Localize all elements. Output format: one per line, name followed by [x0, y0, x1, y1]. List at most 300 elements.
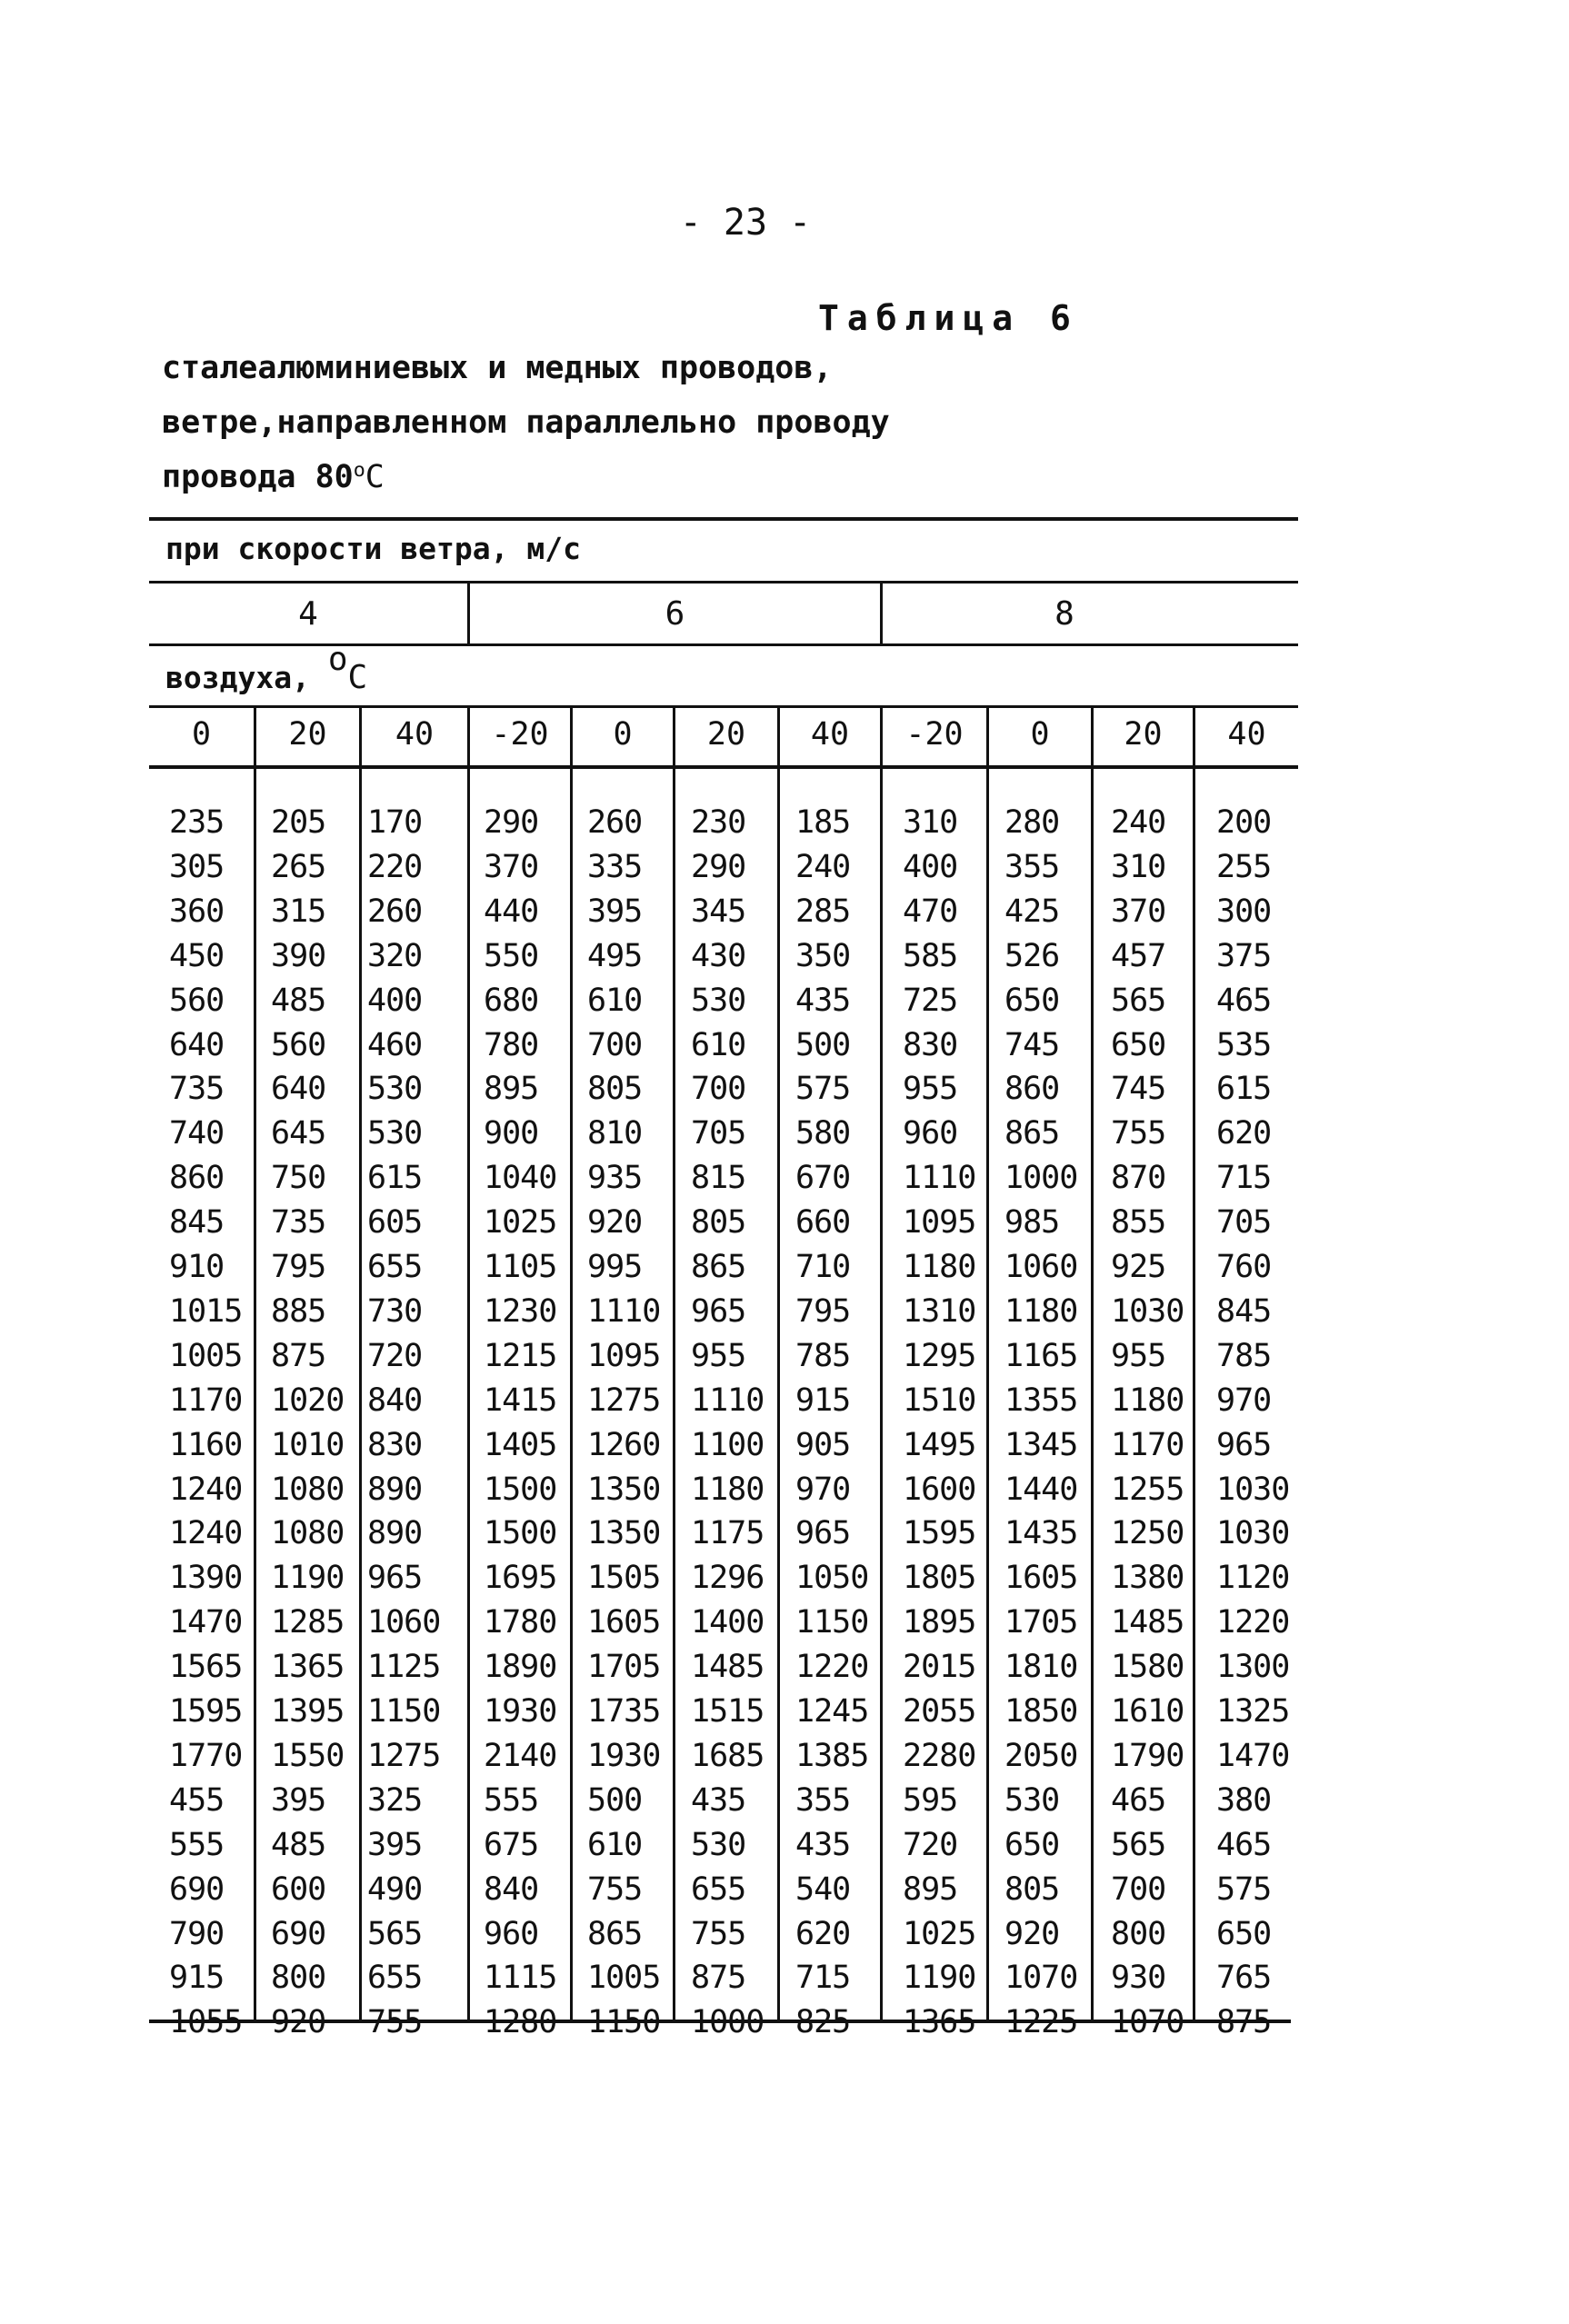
wind-speed-label: при скорости ветра, м/с — [165, 531, 581, 566]
table-cell: 1175 — [691, 1515, 765, 1551]
table-cell: 1296 — [691, 1560, 765, 1596]
table-cell: 1025 — [484, 1204, 557, 1241]
table-cell: 400 — [367, 982, 423, 1019]
table-cell: 1110 — [691, 1382, 765, 1419]
table-cell: 375 — [1216, 938, 1272, 974]
table-cell: 755 — [367, 2004, 423, 2040]
table-cell: 1110 — [587, 1293, 661, 1330]
table-cell: 315 — [271, 893, 326, 930]
table-cell: 1790 — [1111, 1738, 1184, 1774]
column-header: 0 — [613, 716, 633, 753]
table-cell: 1220 — [1216, 1604, 1290, 1641]
table-cell: 526 — [1004, 938, 1060, 974]
table-cell: 610 — [587, 982, 643, 1019]
table-cell: 740 — [169, 1115, 225, 1152]
table-cell: 350 — [795, 938, 851, 974]
table-cell: 965 — [795, 1515, 851, 1551]
table-cell: 1150 — [367, 1693, 441, 1730]
table-cell: 1080 — [271, 1515, 345, 1551]
air-temp-label — [165, 641, 368, 696]
table-cell: 640 — [271, 1071, 326, 1107]
table-cell: 920 — [271, 2004, 326, 2040]
table-cell: 440 — [484, 893, 539, 930]
table-cell: 865 — [1004, 1115, 1060, 1152]
table-cell: 465 — [1216, 1827, 1272, 1863]
table-cell: 300 — [1216, 893, 1272, 930]
table-cell: 960 — [484, 1916, 539, 1952]
table-cell: 765 — [1216, 1960, 1272, 1996]
heading-line-1: сталеалюминиевых и медных проводов, — [162, 350, 833, 386]
table-cell: 1345 — [1004, 1427, 1078, 1463]
table-cell: 855 — [1111, 1204, 1166, 1241]
column-header: 40 — [395, 716, 435, 753]
table-cell: 1070 — [1111, 2004, 1184, 2040]
table-cell: 1380 — [1111, 1560, 1184, 1596]
table-cell: 700 — [1111, 1871, 1166, 1908]
table-cell: 890 — [367, 1471, 423, 1508]
wind-speed-4: 4 — [298, 595, 318, 633]
table-cell: 1070 — [1004, 1960, 1078, 1996]
table-cell: 1230 — [484, 1293, 557, 1330]
column-header: 40 — [1227, 716, 1266, 753]
table-cell: 310 — [903, 804, 958, 841]
table-cell: 230 — [691, 804, 746, 841]
col-divider-5 — [673, 705, 675, 2023]
table-cell: 1005 — [169, 1338, 243, 1374]
col-divider-2 — [359, 705, 362, 2023]
table-cell: 680 — [484, 982, 539, 1019]
table-cell: 1010 — [271, 1427, 345, 1463]
table-cell: 965 — [691, 1293, 746, 1330]
table-cell: 650 — [1004, 982, 1060, 1019]
table-cell: 1705 — [1004, 1604, 1078, 1641]
table-cell: 745 — [1111, 1071, 1166, 1107]
table-cell: 715 — [1216, 1160, 1272, 1196]
table-cell: 585 — [903, 938, 958, 974]
table-cell: 540 — [795, 1871, 851, 1908]
table-cell: 1810 — [1004, 1649, 1078, 1685]
table-cell: 310 — [1111, 849, 1166, 885]
air-temp-label-text: воздуха, — [165, 660, 310, 695]
table-cell: 655 — [367, 1249, 423, 1285]
table-cell: 955 — [903, 1071, 958, 1107]
table-cell: 280 — [1004, 804, 1060, 841]
table-cell: 1120 — [1216, 1560, 1290, 1596]
table-cell: 1395 — [271, 1693, 345, 1730]
table-cell: 675 — [484, 1827, 539, 1863]
table-cell: 655 — [691, 1871, 746, 1908]
table-cell: 170 — [367, 804, 423, 841]
table-cell: 955 — [691, 1338, 746, 1374]
table-cell: 1180 — [1111, 1382, 1184, 1419]
table-cell: 345 — [691, 893, 746, 930]
degree-sign: о — [353, 459, 365, 483]
table-cell: 395 — [271, 1782, 326, 1819]
table-cell: 490 — [367, 1871, 423, 1908]
table-cell: 465 — [1216, 982, 1272, 1019]
table-cell: 460 — [367, 1027, 423, 1063]
table-cell: 725 — [903, 982, 958, 1019]
table-cell: 1160 — [169, 1427, 243, 1463]
table-cell: 865 — [587, 1916, 643, 1952]
table-cell: 1770 — [169, 1738, 243, 1774]
table-cell: 575 — [795, 1071, 851, 1107]
table-cell: 1040 — [484, 1160, 557, 1196]
table-cell: 530 — [367, 1071, 423, 1107]
table-cell: 785 — [795, 1338, 851, 1374]
table-cell: 925 — [1111, 1249, 1166, 1285]
table-cell: 485 — [271, 982, 326, 1019]
table-cell: 1930 — [484, 1693, 557, 1730]
table-cell: 840 — [367, 1382, 423, 1419]
table-cell: 825 — [795, 2004, 851, 2040]
table-rule-speed-bottom — [149, 643, 1298, 646]
table-cell: 260 — [367, 893, 423, 930]
table-cell: 1080 — [271, 1471, 345, 1508]
table-cell: 1505 — [587, 1560, 661, 1596]
table-cell: 780 — [484, 1027, 539, 1063]
table-cell: 1610 — [1111, 1693, 1184, 1730]
table-cell: 565 — [1111, 1827, 1166, 1863]
table-cell: 535 — [1216, 1027, 1272, 1063]
table-cell: 1515 — [691, 1693, 765, 1730]
table-cell: 580 — [795, 1115, 851, 1152]
table-cell: 650 — [1216, 1916, 1272, 1952]
table-cell: 560 — [271, 1027, 326, 1063]
table-cell: 755 — [1111, 1115, 1166, 1152]
table-cell: 690 — [271, 1916, 326, 1952]
table-cell: 875 — [271, 1338, 326, 1374]
table-cell: 700 — [691, 1071, 746, 1107]
table-cell: 1105 — [484, 1249, 557, 1285]
table-cell: 1500 — [484, 1515, 557, 1551]
table-cell: 255 — [1216, 849, 1272, 885]
table-cell: 1060 — [367, 1604, 441, 1641]
table-cell: 730 — [367, 1293, 423, 1330]
table-cell: 1150 — [587, 2004, 661, 2040]
table-cell: 555 — [169, 1827, 225, 1863]
table-cell: 500 — [587, 1782, 643, 1819]
table-cell: 830 — [367, 1427, 423, 1463]
table-cell: 290 — [484, 804, 539, 841]
table-cell: 1015 — [169, 1293, 243, 1330]
table-cell: 1605 — [1004, 1560, 1078, 1596]
table-cell: 1050 — [795, 1560, 869, 1596]
table-cell: 435 — [795, 1827, 851, 1863]
table-cell: 1695 — [484, 1560, 557, 1596]
column-header: -20 — [491, 716, 549, 753]
table-cell: 1165 — [1004, 1338, 1078, 1374]
table-cell: 1260 — [587, 1427, 661, 1463]
table-cell: 1780 — [484, 1604, 557, 1641]
table-cell: 1805 — [903, 1560, 976, 1596]
table-rule-temp-bottom — [149, 705, 1298, 708]
table-cell: 815 — [691, 1160, 746, 1196]
table-cell: 1890 — [484, 1649, 557, 1685]
table-cell: 1095 — [903, 1204, 976, 1241]
table-rule-speed-top — [149, 581, 1298, 583]
celsius-unit: С — [365, 459, 385, 495]
table-cell: 395 — [587, 893, 643, 930]
table-cell: 1095 — [587, 1338, 661, 1374]
table-cell: 1565 — [169, 1649, 243, 1685]
table-cell: 860 — [1004, 1071, 1060, 1107]
table-cell: 200 — [1216, 804, 1272, 841]
table-cell: 1355 — [1004, 1382, 1078, 1419]
table-cell: 735 — [271, 1204, 326, 1241]
table-cell: 790 — [169, 1916, 225, 1952]
table-cell: 1025 — [903, 1916, 976, 1952]
table-cell: 1180 — [691, 1471, 765, 1508]
table-cell: 220 — [367, 849, 423, 885]
page-number: - 23 - — [679, 202, 812, 244]
table-cell: 620 — [795, 1916, 851, 1952]
table-cell: 530 — [691, 1827, 746, 1863]
table-cell: 610 — [691, 1027, 746, 1063]
column-header: 20 — [288, 716, 327, 753]
table-cell: 565 — [367, 1916, 423, 1952]
table-cell: 700 — [587, 1027, 643, 1063]
table-cell: 1470 — [1216, 1738, 1290, 1774]
table-cell: 325 — [367, 1782, 423, 1819]
table-cell: 1550 — [271, 1738, 345, 1774]
table-cell: 895 — [484, 1071, 539, 1107]
table-cell: 875 — [1216, 2004, 1272, 2040]
table-cell: 1440 — [1004, 1471, 1078, 1508]
table-cell: 865 — [691, 1249, 746, 1285]
table-cell: 355 — [1004, 849, 1060, 885]
table-cell: 1275 — [367, 1738, 441, 1774]
column-header: 20 — [706, 716, 746, 753]
table-cell: 1255 — [1111, 1471, 1184, 1508]
table-cell: 425 — [1004, 893, 1060, 930]
table-cell: 1685 — [691, 1738, 765, 1774]
table-cell: 1020 — [271, 1382, 345, 1419]
table-cell: 380 — [1216, 1782, 1272, 1819]
heading-line-2: ветре,направленном параллельно проводу — [162, 404, 890, 441]
table-cell: 840 — [484, 1871, 539, 1908]
table-cell: 795 — [271, 1249, 326, 1285]
table-cell: 1115 — [484, 1960, 557, 1996]
table-cell: 1350 — [587, 1471, 661, 1508]
col-divider-1 — [254, 705, 256, 2023]
table-cell: 205 — [271, 804, 326, 841]
table-cell: 1250 — [1111, 1515, 1184, 1551]
table-cell: 720 — [367, 1338, 423, 1374]
table-cell: 910 — [169, 1249, 225, 1285]
table-cell: 1325 — [1216, 1693, 1290, 1730]
table-cell: 530 — [367, 1115, 423, 1152]
table-cell: 760 — [1216, 1249, 1272, 1285]
table-cell: 735 — [169, 1071, 225, 1107]
table-cell: 810 — [587, 1115, 643, 1152]
table-cell: 1400 — [691, 1604, 765, 1641]
table-cell: 745 — [1004, 1027, 1060, 1063]
table-cell: 500 — [795, 1027, 851, 1063]
table-cell: 845 — [169, 1204, 225, 1241]
col-divider-8 — [986, 705, 989, 2023]
table-cell: 2050 — [1004, 1738, 1078, 1774]
table-cell: 645 — [271, 1115, 326, 1152]
table-cell: 1930 — [587, 1738, 661, 1774]
table-cell: 395 — [367, 1827, 423, 1863]
column-header: 0 — [1030, 716, 1050, 753]
table-cell: 905 — [795, 1427, 851, 1463]
table-cell: 965 — [367, 1560, 423, 1596]
table-cell: 1125 — [367, 1649, 441, 1685]
table-cell: 1735 — [587, 1693, 661, 1730]
table-cell: 885 — [271, 1293, 326, 1330]
table-cell: 320 — [367, 938, 423, 974]
table-cell: 1850 — [1004, 1693, 1078, 1730]
table-cell: 805 — [1004, 1871, 1060, 1908]
table-cell: 705 — [691, 1115, 746, 1152]
table-cell: 1220 — [795, 1649, 869, 1685]
table-cell: 1190 — [903, 1960, 976, 1996]
table-cell: 800 — [271, 1960, 326, 1996]
table-cell: 1580 — [1111, 1649, 1184, 1685]
table-cell: 1600 — [903, 1471, 976, 1508]
table-cell: 805 — [691, 1204, 746, 1241]
table-cell: 755 — [587, 1871, 643, 1908]
col-divider-3 — [467, 705, 470, 2023]
table-cell: 1485 — [1111, 1604, 1184, 1641]
table-cell: 1055 — [169, 2004, 243, 2040]
table-cell: 710 — [795, 1249, 851, 1285]
table-cell: 1390 — [169, 1560, 243, 1596]
table-cell: 400 — [903, 849, 958, 885]
table-cell: 2140 — [484, 1738, 557, 1774]
table-cell: 610 — [587, 1827, 643, 1863]
table-cell: 830 — [903, 1027, 958, 1063]
table-cell: 615 — [367, 1160, 423, 1196]
table-rule-top — [149, 517, 1298, 521]
table-cell: 1245 — [795, 1693, 869, 1730]
table-cell: 915 — [795, 1382, 851, 1419]
table-cell: 495 — [587, 938, 643, 974]
table-cell: 900 — [484, 1115, 539, 1152]
table-cell: 985 — [1004, 1204, 1060, 1241]
table-cell: 660 — [795, 1204, 851, 1241]
table-cell: 1225 — [1004, 2004, 1078, 2040]
table-cell: 550 — [484, 938, 539, 974]
table-cell: 920 — [587, 1204, 643, 1241]
table-caption: Таблица 6 — [818, 298, 1079, 338]
table-cell: 457 — [1111, 938, 1166, 974]
air-temp-unit: С — [347, 659, 368, 696]
table-cell: 370 — [484, 849, 539, 885]
table-cell: 1180 — [903, 1249, 976, 1285]
table-cell: 970 — [1216, 1382, 1272, 1419]
table-rule-head-bottom — [149, 765, 1298, 769]
column-header: -20 — [905, 716, 964, 753]
table-cell: 235 — [169, 804, 225, 841]
table-cell: 1350 — [587, 1515, 661, 1551]
table-cell: 750 — [271, 1160, 326, 1196]
table-cell: 435 — [795, 982, 851, 1019]
table-cell: 1605 — [587, 1604, 661, 1641]
table-cell: 1275 — [587, 1382, 661, 1419]
table-cell: 650 — [1004, 1827, 1060, 1863]
table-cell: 690 — [169, 1871, 225, 1908]
wind-speed-6: 6 — [665, 595, 685, 633]
table-cell: 1895 — [903, 1604, 976, 1641]
table-cell: 435 — [691, 1782, 746, 1819]
table-cell: 430 — [691, 938, 746, 974]
table-cell: 1405 — [484, 1427, 557, 1463]
table-cell: 1385 — [795, 1738, 869, 1774]
table-cell: 1280 — [484, 2004, 557, 2040]
table-cell: 650 — [1111, 1027, 1166, 1063]
table-cell: 240 — [795, 849, 851, 885]
table-cell: 370 — [1111, 893, 1166, 930]
table-cell: 655 — [367, 1960, 423, 1996]
table-cell: 530 — [1004, 1782, 1060, 1819]
table-cell: 1030 — [1216, 1471, 1290, 1508]
table-cell: 935 — [587, 1160, 643, 1196]
table-cell: 1285 — [271, 1604, 345, 1641]
table-cell: 930 — [1111, 1960, 1166, 1996]
table-cell: 1005 — [587, 1960, 661, 1996]
table-cell: 1365 — [271, 1649, 345, 1685]
table-cell: 670 — [795, 1160, 851, 1196]
table-cell: 1170 — [169, 1382, 243, 1419]
table-cell: 845 — [1216, 1293, 1272, 1330]
table-cell: 970 — [795, 1471, 851, 1508]
col-divider-6 — [777, 705, 780, 2023]
table-cell: 1295 — [903, 1338, 976, 1374]
table-cell: 305 — [169, 849, 225, 885]
table-cell: 2055 — [903, 1693, 976, 1730]
table-cell: 895 — [903, 1871, 958, 1908]
table-cell: 185 — [795, 804, 851, 841]
table-cell: 785 — [1216, 1338, 1272, 1374]
table-cell: 920 — [1004, 1916, 1060, 1952]
table-cell: 465 — [1111, 1782, 1166, 1819]
table-cell: 285 — [795, 893, 851, 930]
table-cell: 450 — [169, 938, 225, 974]
table-cell: 595 — [903, 1782, 958, 1819]
table-cell: 455 — [169, 1782, 225, 1819]
table-cell: 875 — [691, 1960, 746, 1996]
table-cell: 960 — [903, 1115, 958, 1152]
column-header: 20 — [1124, 716, 1163, 753]
table-cell: 705 — [1216, 1204, 1272, 1241]
table-cell: 1415 — [484, 1382, 557, 1419]
table-cell: 1100 — [691, 1427, 765, 1463]
table-cell: 1595 — [169, 1693, 243, 1730]
heading-line-3 — [162, 459, 385, 495]
table-cell: 530 — [691, 982, 746, 1019]
table-cell: 600 — [271, 1871, 326, 1908]
table-cell: 1310 — [903, 1293, 976, 1330]
table-cell: 360 — [169, 893, 225, 930]
col-divider-10 — [1193, 705, 1195, 2023]
table-cell: 565 — [1111, 982, 1166, 1019]
table-cell: 1495 — [903, 1427, 976, 1463]
table-cell: 1595 — [903, 1515, 976, 1551]
table-cell: 1240 — [169, 1515, 243, 1551]
table-cell: 1190 — [271, 1560, 345, 1596]
col-divider-9 — [1091, 705, 1094, 2023]
table-cell: 795 — [795, 1293, 851, 1330]
table-cell: 355 — [795, 1782, 851, 1819]
table-cell: 1180 — [1004, 1293, 1078, 1330]
table-cell: 1150 — [795, 1604, 869, 1641]
table-cell: 1215 — [484, 1338, 557, 1374]
table-cell: 800 — [1111, 1916, 1166, 1952]
table-cell: 1470 — [169, 1604, 243, 1641]
